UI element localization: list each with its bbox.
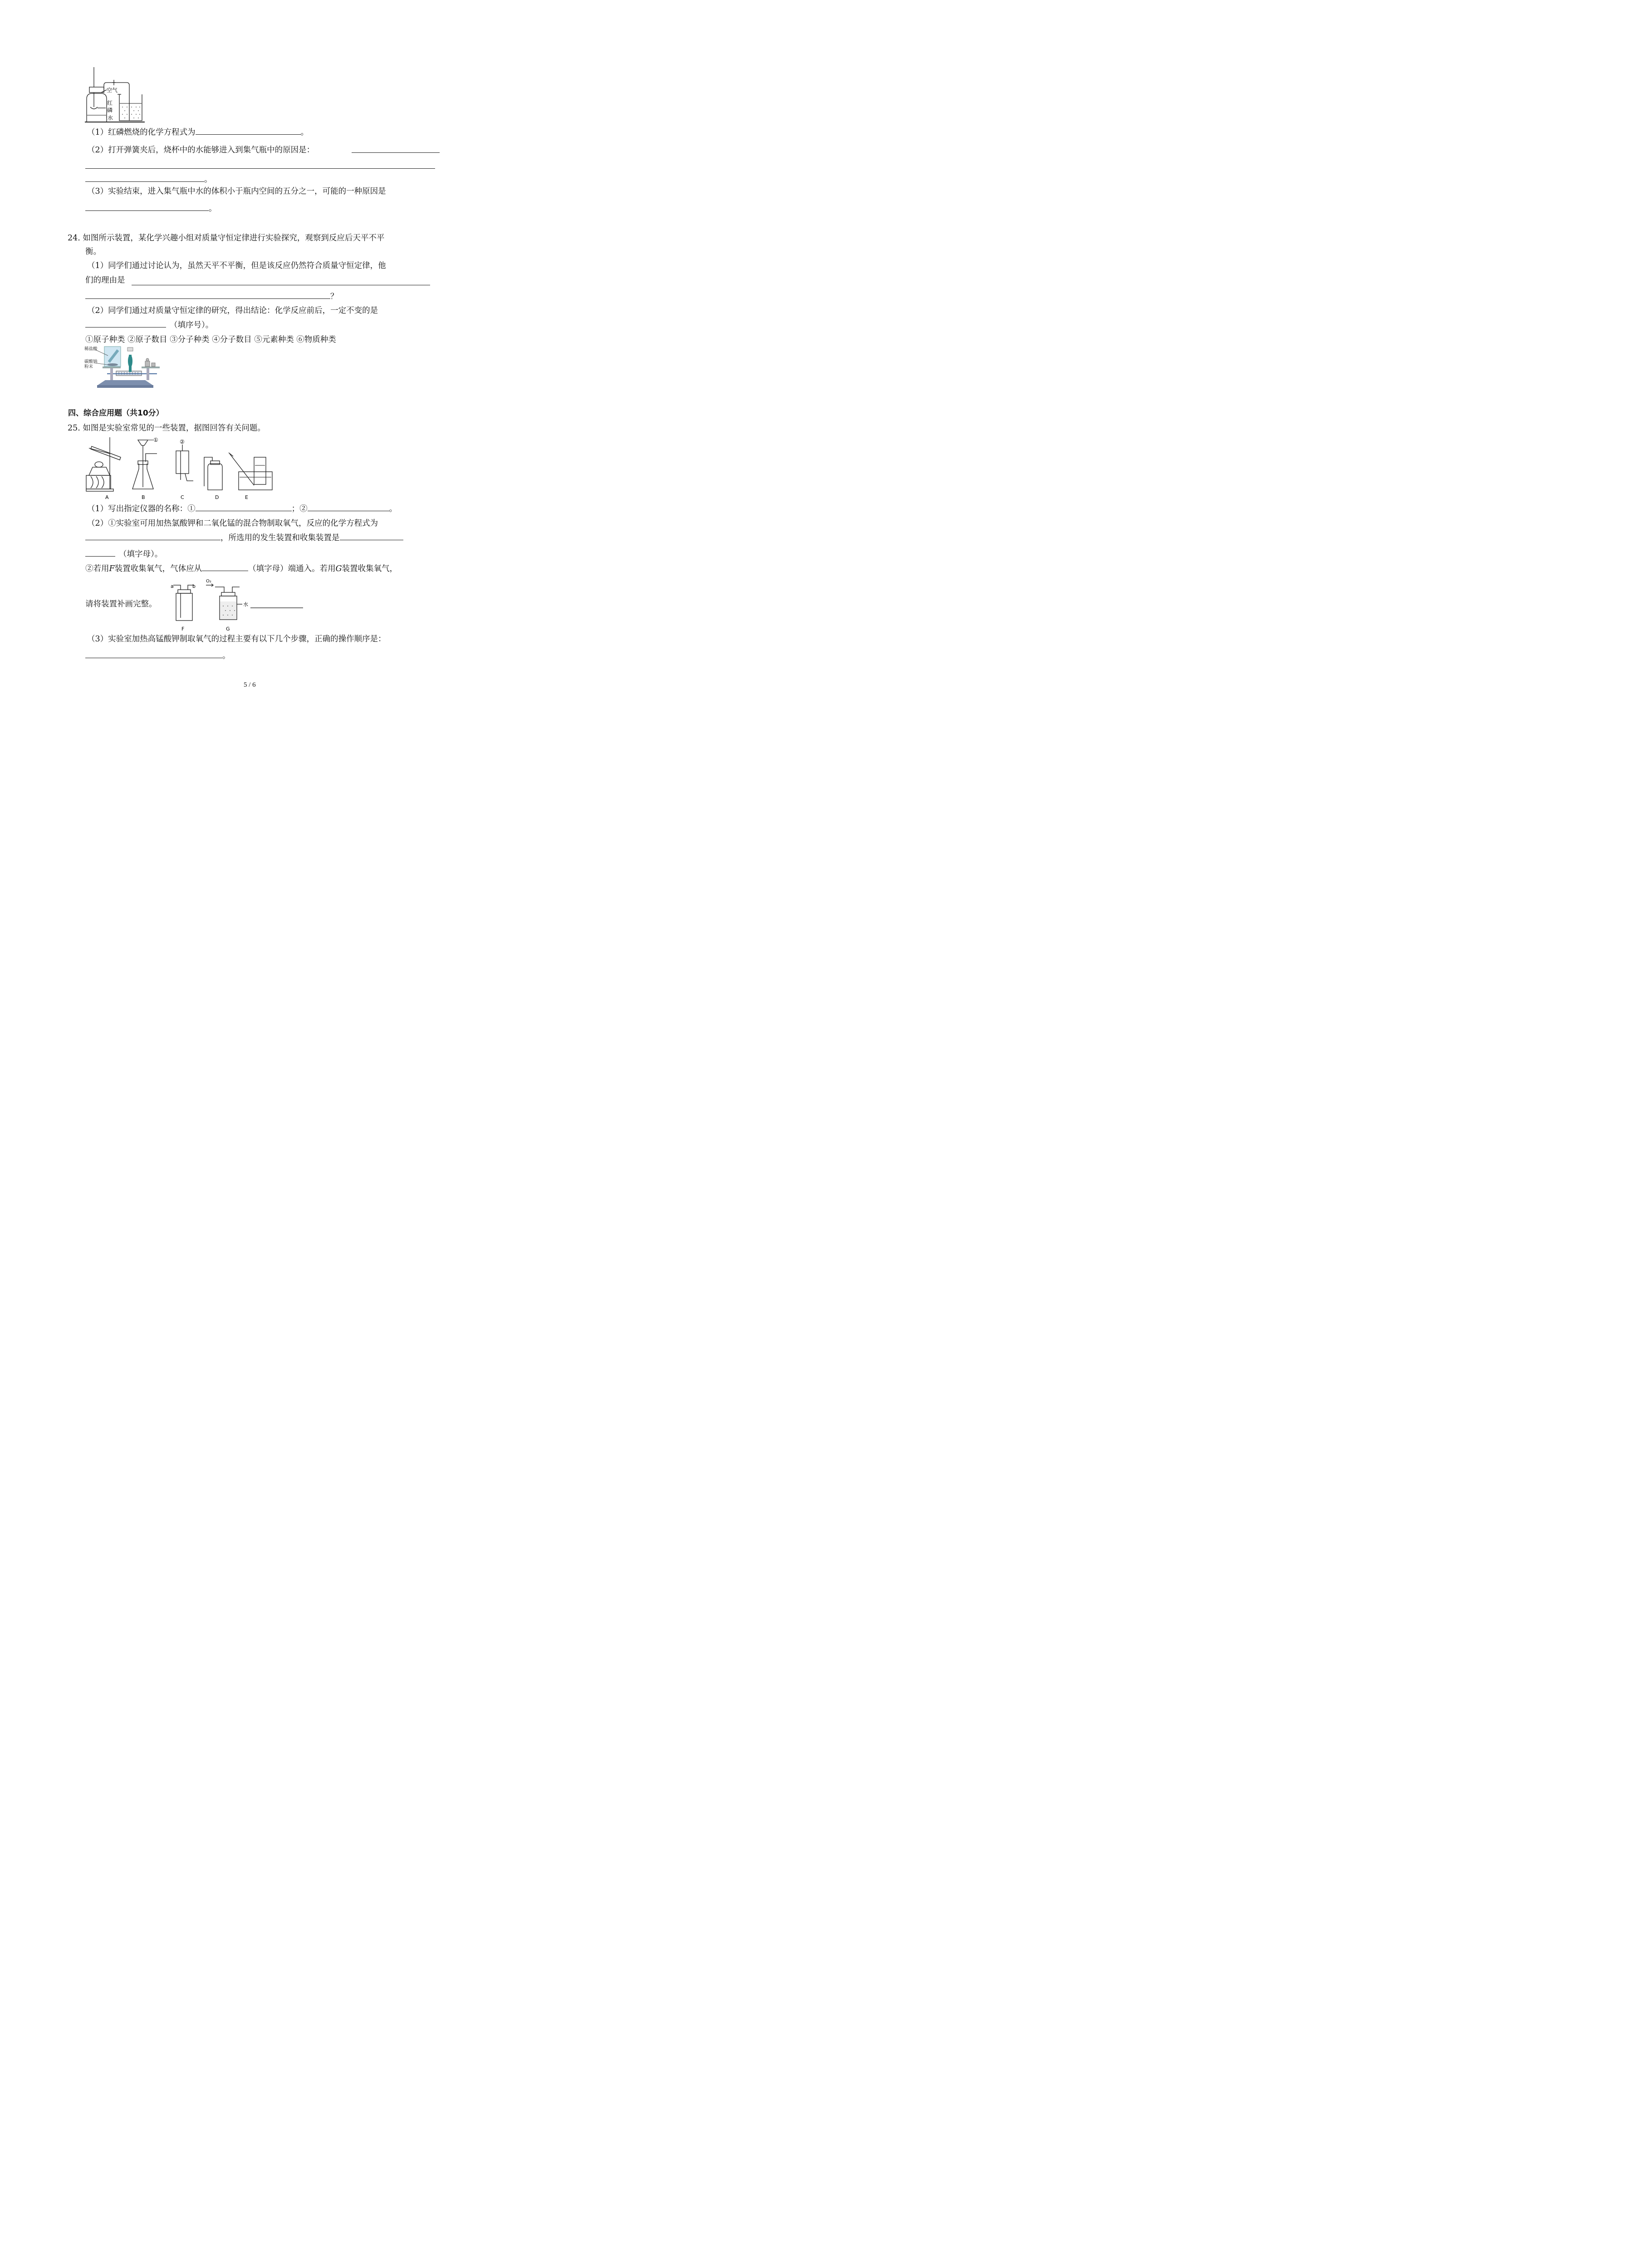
label-water: 水 bbox=[108, 115, 113, 121]
answer-blank-q25-2d[interactable] bbox=[202, 562, 248, 571]
q24-part1-end: ？ bbox=[85, 290, 338, 302]
answer-blank-q24-1b[interactable] bbox=[85, 290, 330, 299]
answer-blank-q25-1a[interactable] bbox=[196, 503, 292, 511]
q25-part2-line4: ②若用F装置收集氧气，气体应从 （填字母）端通入。若用G装置收集氧气， bbox=[85, 562, 397, 574]
q24-part2-line1: （2）同学们通过对质量守恒定律的研究，得出结论：化学反应前后，一定不变的是 bbox=[87, 306, 378, 315]
answer-blank-q23-3[interactable] bbox=[85, 202, 209, 211]
caption-c: C bbox=[181, 494, 184, 500]
label-a: a bbox=[171, 583, 174, 589]
label-air: 空气 bbox=[107, 87, 118, 93]
section-heading: 四、综合应用题（共10分） bbox=[68, 409, 164, 418]
answer-blank-q23-2b[interactable] bbox=[85, 168, 435, 169]
answer-blank-q23-2a[interactable] bbox=[352, 152, 440, 153]
caption-f: F bbox=[181, 626, 185, 632]
q24-part1-line2: 们的理由是 bbox=[85, 276, 125, 285]
page-number: 5 / 6 bbox=[244, 681, 256, 689]
q23-part3: （3）实验结束，进入集气瓶中水的体积小于瓶内空间的五分之一，可能的一种原因是 bbox=[87, 187, 386, 196]
q25-part3: （3）实验室加热高锰酸钾制取氧气的过程主要有以下几个步骤，正确的操作顺序是： bbox=[87, 635, 386, 644]
label-phos-2: 磷 bbox=[107, 107, 113, 113]
label-powder: 粉末 bbox=[84, 364, 93, 369]
q24-stem-line1: 24. 如图所示装置，某化学兴趣小组对质量守恒定律进行实验探究，观察到反应后天平不平 bbox=[68, 234, 385, 243]
answer-blank-q25-2c[interactable] bbox=[85, 548, 115, 557]
caption-d: D bbox=[215, 494, 219, 500]
label-dilute-hcl: 稀盐酸 bbox=[84, 347, 98, 352]
q23-part3-end: 。 bbox=[85, 202, 217, 214]
red-phosphorus-apparatus-figure bbox=[84, 67, 147, 124]
q25-part1: （1）写出指定仪器的名称：① ；② 。 bbox=[87, 503, 397, 514]
q25-stem: 25. 如图是实验室常见的一些装置，据图回答有关问题。 bbox=[68, 424, 265, 433]
answer-blank-q23-2c[interactable] bbox=[85, 173, 204, 182]
q25-part3-end: 。 bbox=[85, 650, 230, 661]
bottle-f-g-figure bbox=[168, 576, 309, 632]
q23-part1: （1）红磷燃烧的化学方程式为 。 bbox=[87, 126, 309, 137]
label-b: b bbox=[192, 583, 196, 589]
q24-options: ①原子种类 ②原子数目 ③分子种类 ④分子数目 ⑤元素种类 ⑥物质种类 bbox=[85, 335, 336, 344]
answer-blank-q25-3[interactable] bbox=[85, 650, 222, 658]
q25-part2-line5: 请将装置补画完整。 bbox=[85, 600, 157, 609]
answer-blank-q24-2[interactable] bbox=[85, 319, 166, 327]
answer-blank-q25-2a[interactable] bbox=[85, 532, 220, 540]
q23-part2: （2）打开弹簧夹后，烧杯中的水能够进入到集气瓶中的原因是： bbox=[87, 146, 315, 155]
q24-stem-line2: 衡。 bbox=[85, 247, 101, 256]
label-g-water: 水 bbox=[243, 601, 248, 607]
label-sodium-carbonate: 碳酸钠 bbox=[84, 359, 98, 364]
q25-part2-line3: （填字母）。 bbox=[85, 548, 162, 559]
q24-part1-line1: （1）同学们通过讨论认为，虽然天平不平衡，但是该反应仍然符合质量守恒定律，他 bbox=[87, 261, 386, 270]
caption-a: A bbox=[105, 494, 109, 500]
lab-apparatus-figure bbox=[84, 435, 275, 501]
balance-figure bbox=[84, 345, 162, 389]
marker-1: ① bbox=[153, 437, 158, 443]
answer-blank-q25-2b[interactable] bbox=[340, 532, 403, 540]
label-phos-1: 红 bbox=[107, 100, 113, 106]
answer-blank-q25-1b[interactable] bbox=[308, 503, 389, 511]
q25-part2-line1: （2）①实验室可用加热氯酸钾和二氧化锰的混合物制取氧气，反应的化学方程式为 bbox=[87, 519, 378, 528]
q24-part2-line2: （填序号）。 bbox=[85, 319, 213, 330]
label-o2: O₂ bbox=[206, 579, 211, 584]
q23-part2-end: 。 bbox=[85, 173, 212, 185]
q25-part2-line2: ，所选用的发生装置和收集装置是 bbox=[85, 532, 403, 543]
caption-g: G bbox=[226, 626, 230, 632]
answer-blank-q23-1[interactable] bbox=[196, 126, 301, 135]
caption-b: B bbox=[142, 494, 145, 500]
caption-e: E bbox=[245, 494, 248, 500]
marker-2: ② bbox=[180, 439, 185, 445]
